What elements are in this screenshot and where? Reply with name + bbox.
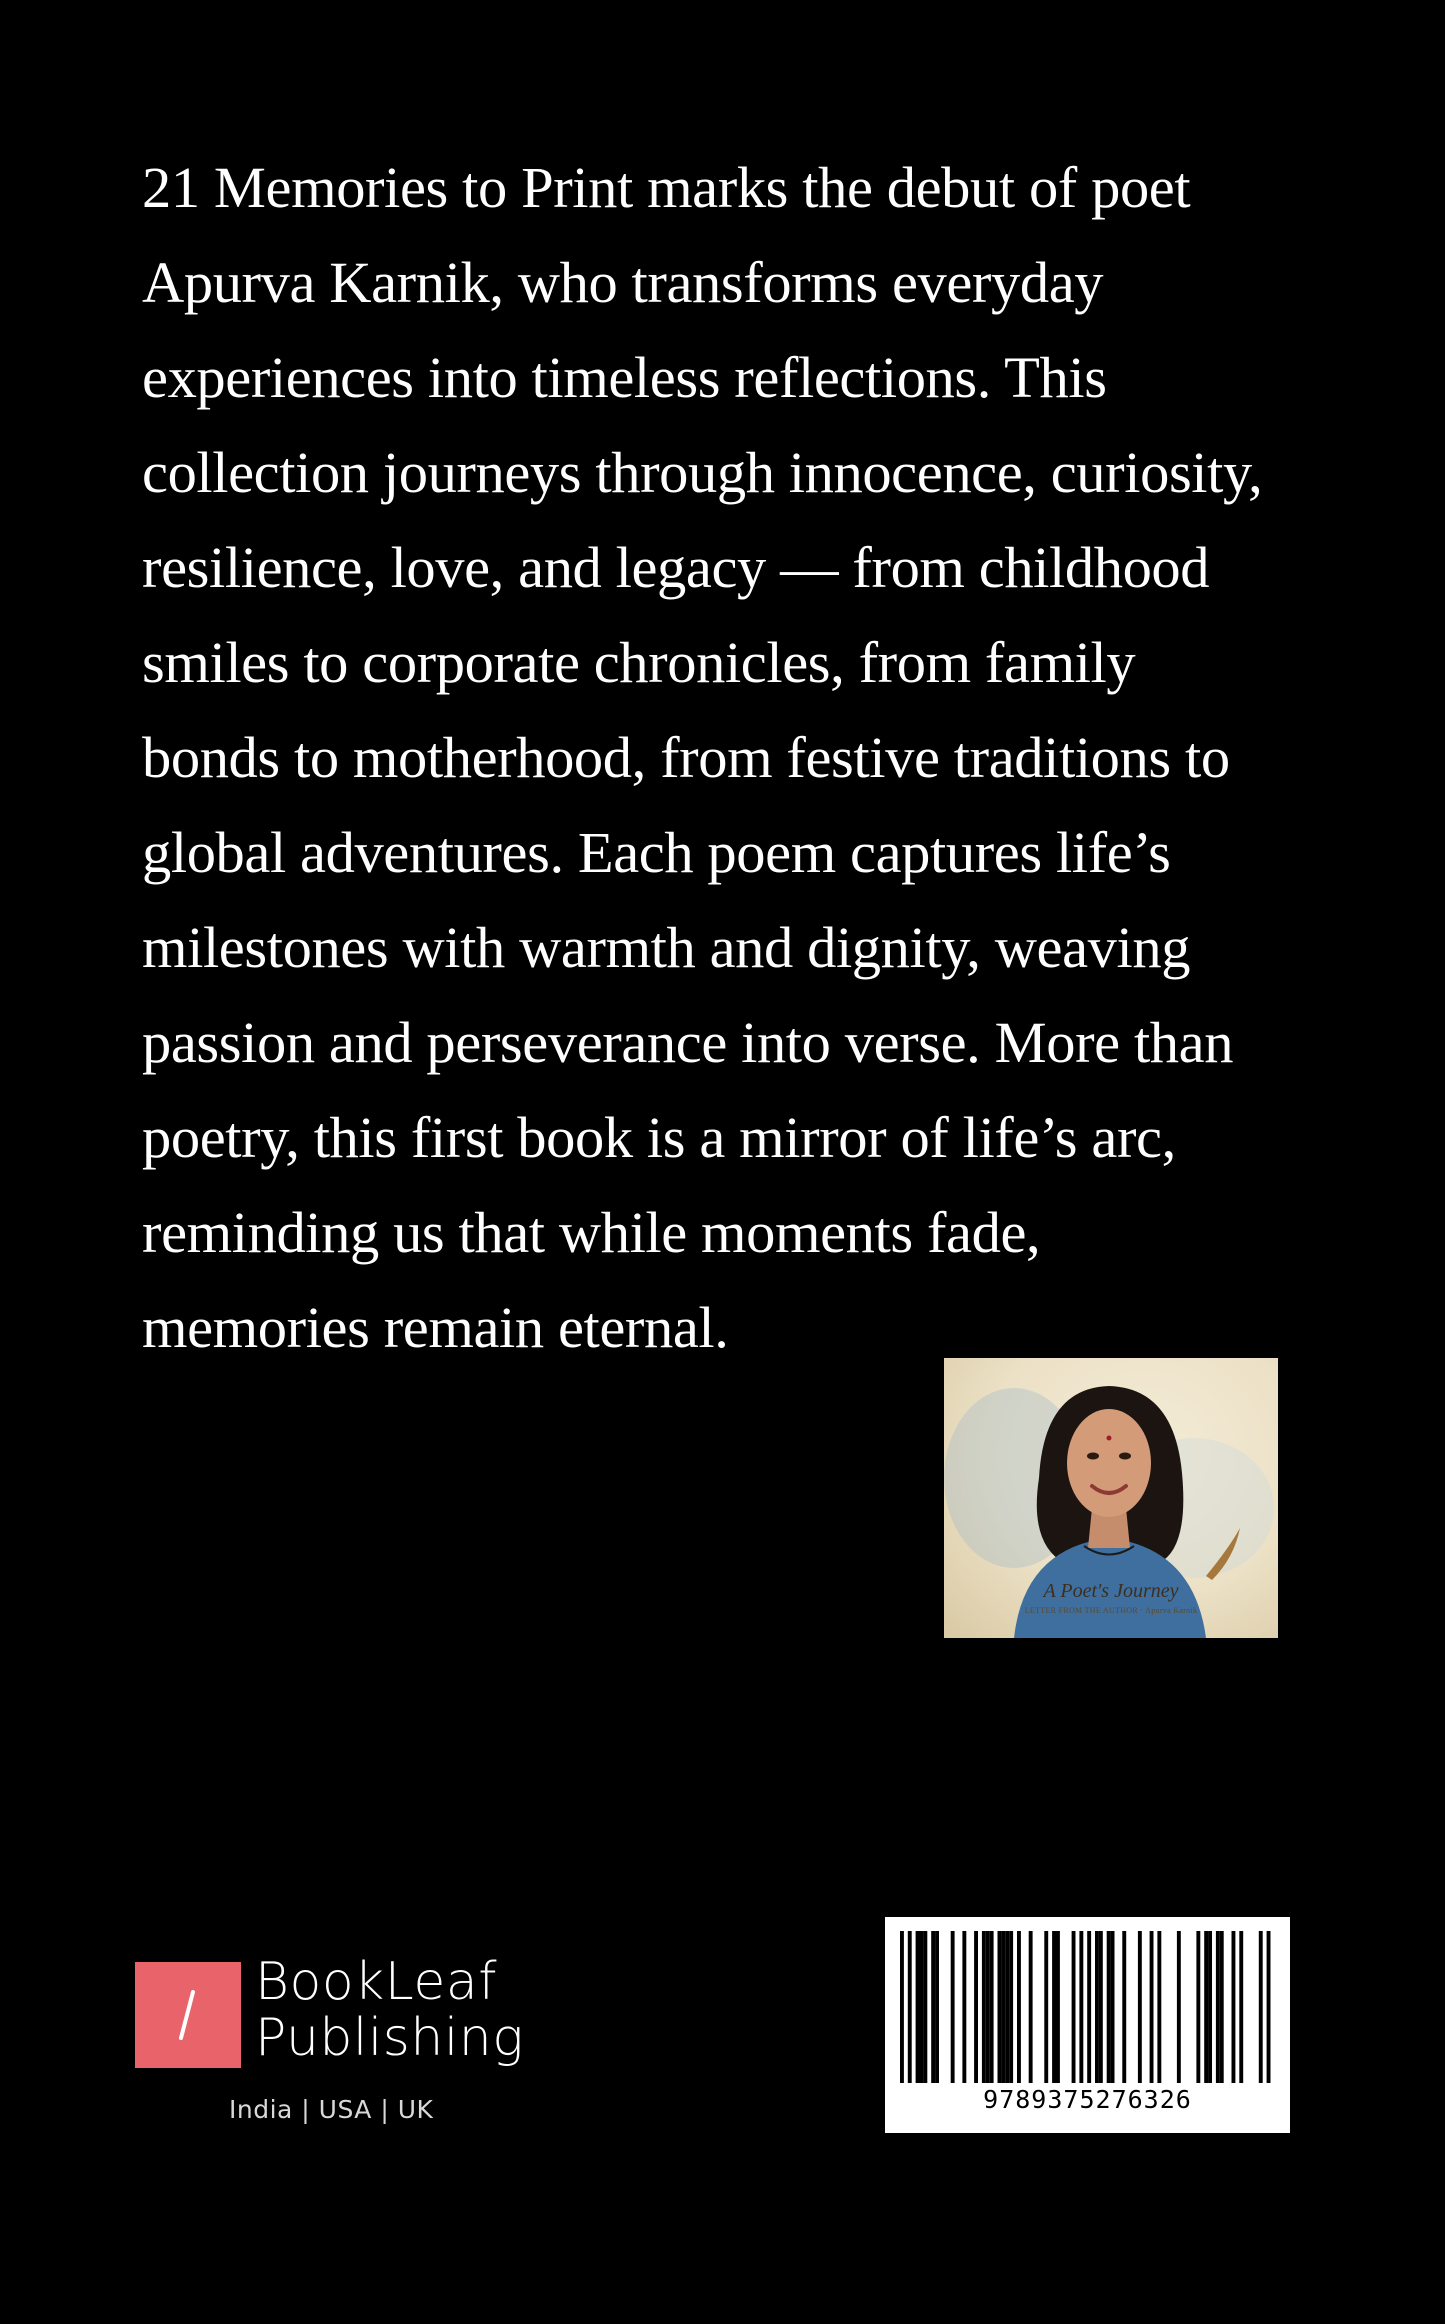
barcode-bar (986, 1931, 990, 2083)
barcode-bar (1267, 1931, 1271, 2083)
barcode-bar (1150, 1931, 1154, 2083)
barcode-bar (1044, 1931, 1048, 2083)
barcode-bar (1196, 1931, 1200, 2083)
barcode-bar (923, 1931, 927, 2083)
barcode-bar (1095, 1931, 1099, 2083)
barcode-bar (1138, 1931, 1142, 2083)
isbn-barcode (885, 1917, 1290, 2133)
barcode-bar (1072, 1931, 1076, 2083)
photo-caption: A Poet's Journey (1043, 1580, 1179, 1602)
barcode-bar (1111, 1931, 1115, 2083)
barcode-bar (974, 1931, 978, 2083)
barcode-bar (982, 1931, 986, 2083)
author-photo (944, 1358, 1278, 1638)
publisher-logo-mark (135, 1962, 241, 2068)
back-cover-blurb: 21 Memories to Print marks the debut of poet Apurva Karnik, who transforms everyday experiences into timeless reflections. This collection journeys through innocence, curiosity, resilience, love, and legacy — from childhood smiles to corporate chronicles, from family bonds to motherhood, from festive traditions to global adventures. Each poem captures life’s milestones with warmth and dignity, weaving passion and perseverance into verse. More than poetry, this first book is a mirror of life’s arc, reminding us that while moments fade, memories remain eternal. (142, 155, 1263, 1360)
barcode-bar (1157, 1931, 1161, 2083)
barcode-bar (916, 1931, 920, 2083)
barcode-bar (1056, 1931, 1060, 2083)
barcode-bar (1220, 1931, 1224, 2083)
publisher-name-line2: Publishing (255, 2008, 524, 2068)
barcode-bar (900, 1931, 904, 2083)
publisher-logo (135, 1952, 555, 2132)
barcode-bar (1177, 1931, 1181, 2083)
barcode-bar (1107, 1931, 1111, 2083)
barcode-bar (935, 1931, 939, 2083)
barcode-bar (1079, 1931, 1083, 2083)
barcode-bar (1017, 1931, 1021, 2083)
publisher-regions: India | USA | UK (229, 2095, 434, 2124)
barcode-bar (1001, 1931, 1005, 2083)
barcode-bar (1009, 1931, 1013, 2083)
barcode-bar (1052, 1931, 1056, 2083)
barcode-bar (1087, 1931, 1091, 2083)
barcode-bar (931, 1931, 935, 2083)
barcode-bar (1208, 1931, 1212, 2083)
barcode-bar (962, 1931, 966, 2083)
barcode-bar (1099, 1931, 1103, 2083)
isbn-number: 9789375276326 (983, 2085, 1192, 2114)
barcode-bar (1005, 1931, 1009, 2083)
barcode-bar (1122, 1931, 1126, 2083)
barcode-bar (1232, 1931, 1236, 2083)
barcode-bar (1029, 1931, 1033, 2083)
barcode-bar (951, 1931, 955, 2083)
slash-icon (135, 1962, 241, 2068)
barcode-bar (998, 1931, 1002, 2083)
photo-subcaption: LETTER FROM THE AUTHOR · Apurva Karnik (1024, 1606, 1198, 1615)
barcode-bar (920, 1931, 924, 2083)
barcode-bar (1259, 1931, 1263, 2083)
publisher-name-line1: BookLeaf (255, 1952, 498, 2012)
barcode-bar (908, 1931, 912, 2083)
barcode-bar (1239, 1931, 1243, 2083)
barcode-bar (1204, 1931, 1208, 2083)
barcode-bar (990, 1931, 994, 2083)
barcode-bar (1216, 1931, 1220, 2083)
